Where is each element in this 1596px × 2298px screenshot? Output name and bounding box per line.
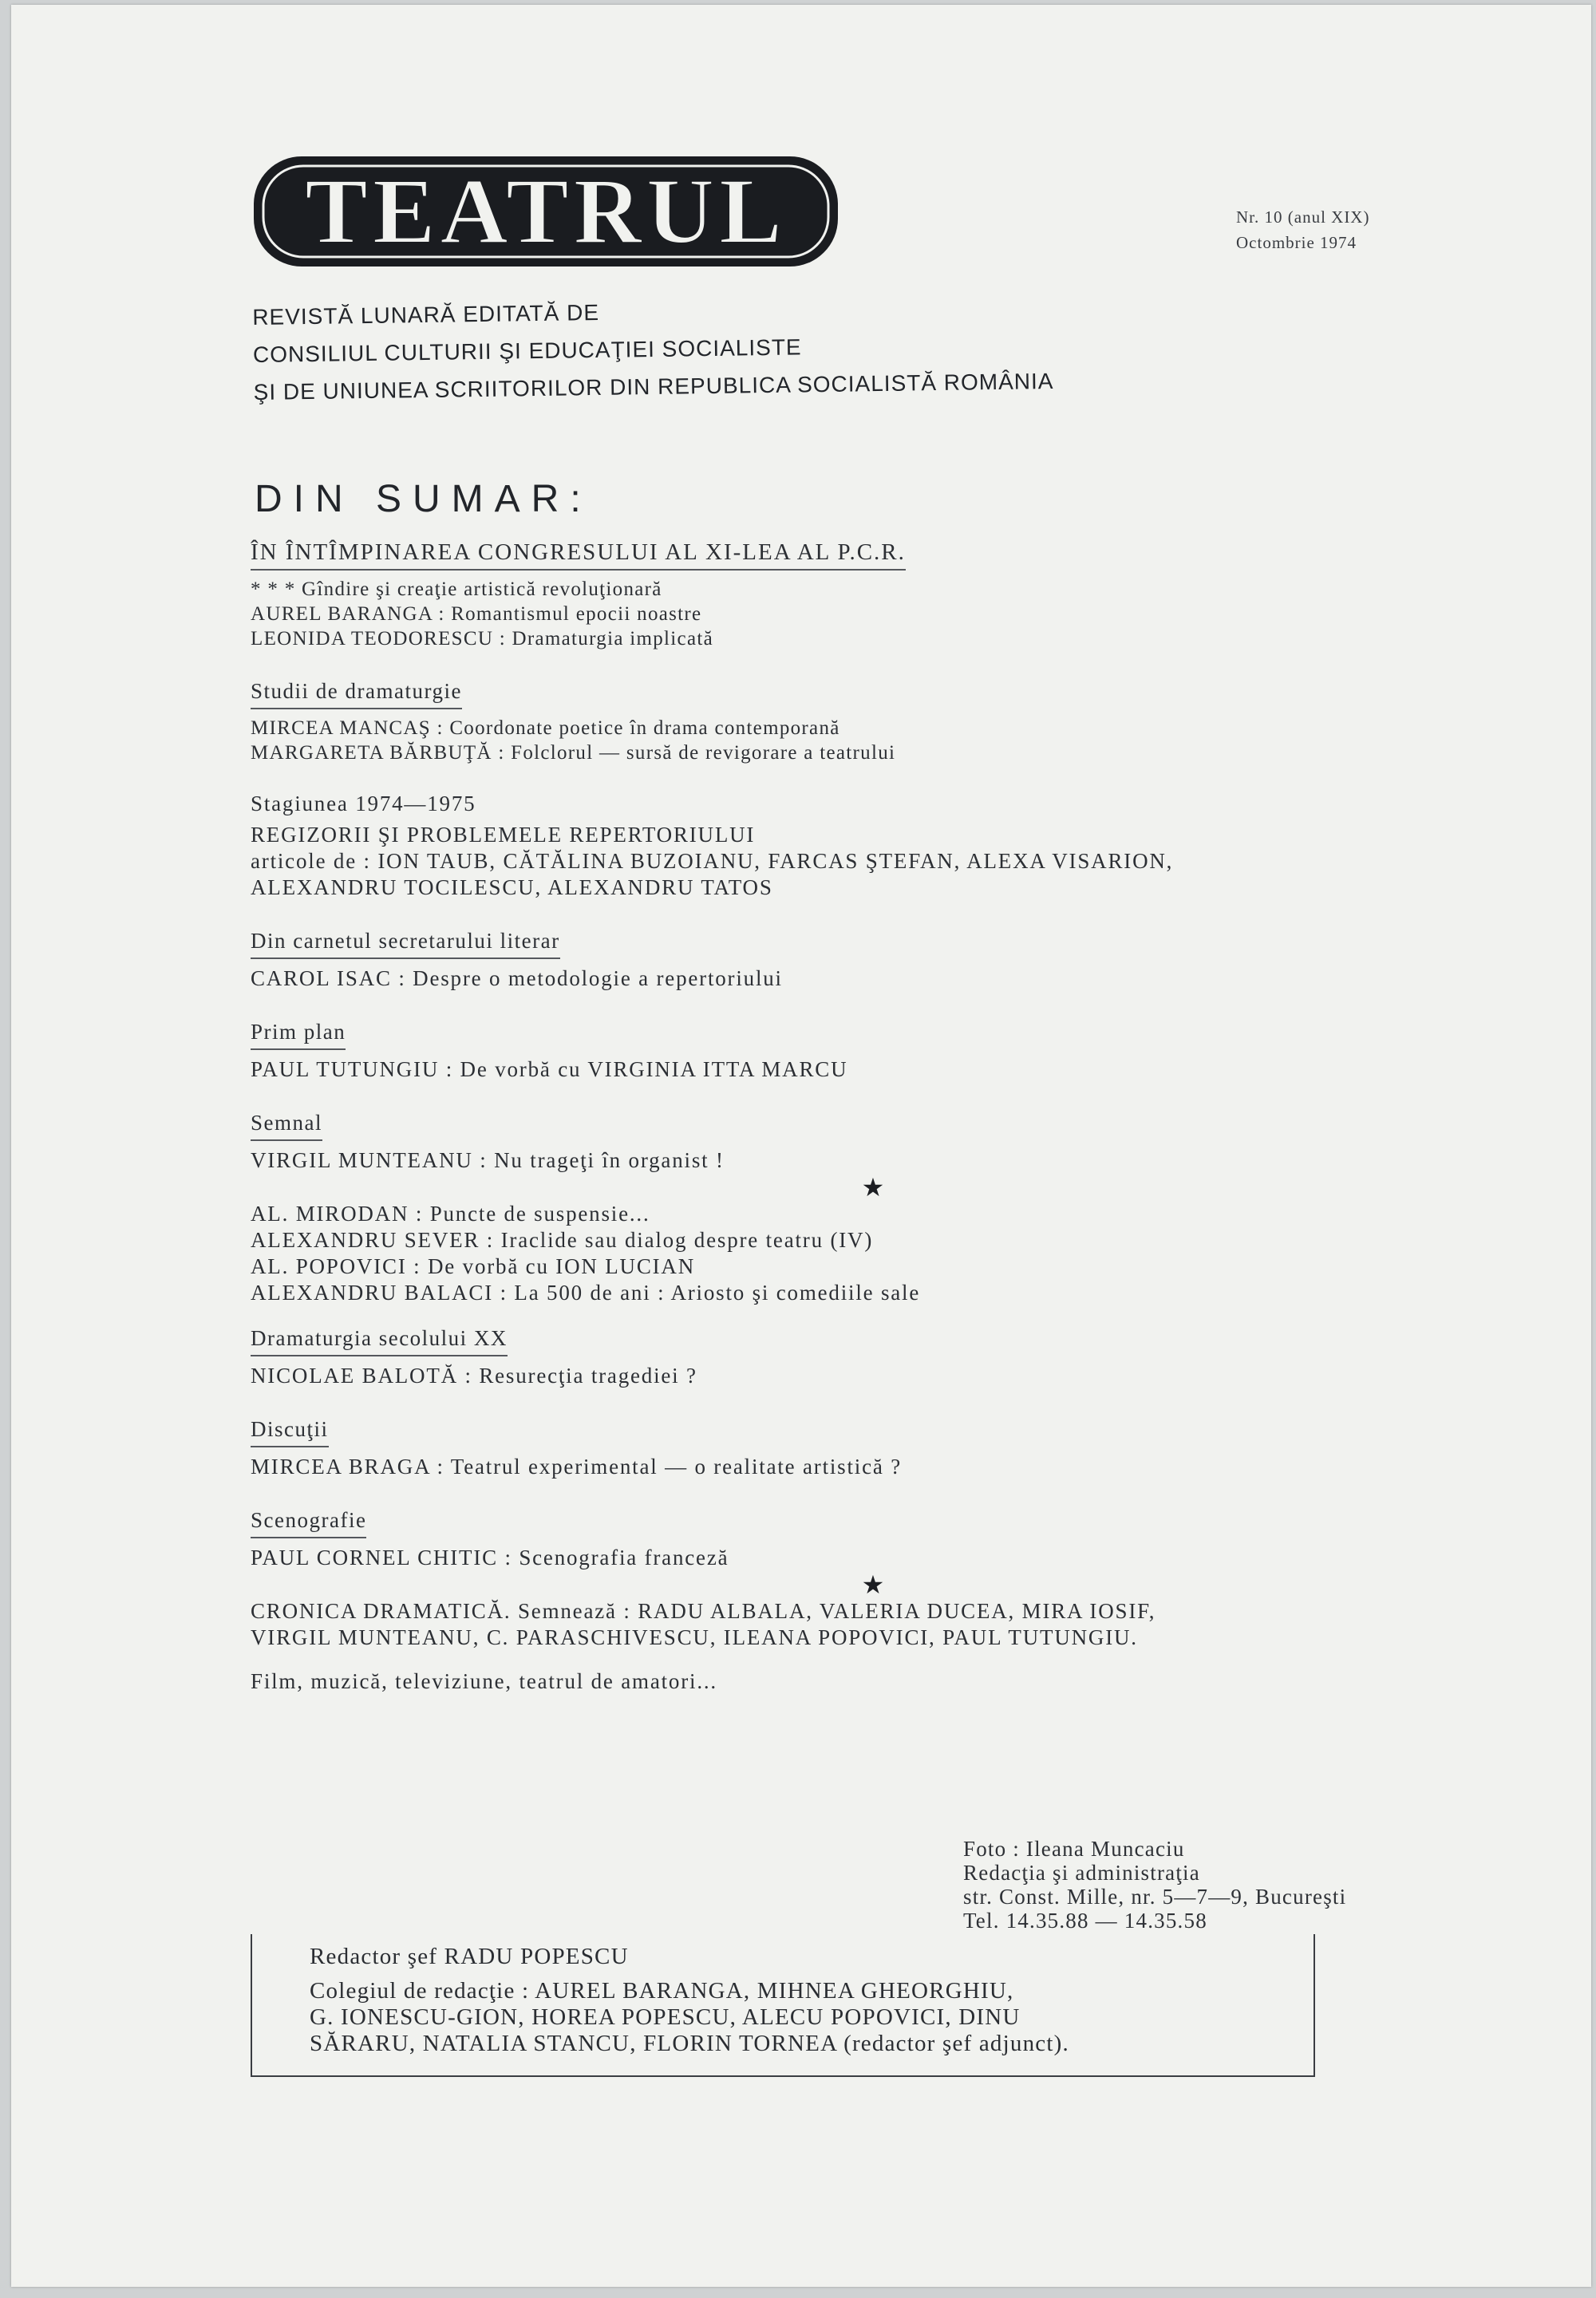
credit-line: Tel. 14.35.88 — 14.35.58 [963,1909,1207,1933]
section-heading: ÎN ÎNTÎMPINAREA CONGRESULUI AL XI-LEA AL P.C.R. [251,538,906,571]
article-line: PAUL TUTUNGIU : De vorbă cu VIRGINIA ITTA MARCU [251,1057,848,1081]
section-congres [251,538,1495,651]
editorial-staff-box [251,1934,1315,2077]
credit-line: str. Const. Mille, nr. 5—7—9, Bucureşti [963,1885,1347,1909]
staff-line: Colegiul de redacţie : AUREL BARANGA, MIHNEA GHEORGHIU, [310,1978,1014,2004]
issue-date: Octombrie 1974 [1236,233,1357,252]
publisher-block [252,287,1054,411]
section-heading: Studii de dramaturgie [251,677,462,709]
article-line: * * * Gîndire şi creaţie artistică revoluţionară [251,578,662,600]
article-line: AUREL BARANGA : Romantismul epocii noastre [251,603,702,625]
section-heading: Din carnetul secretarului literar [251,926,560,959]
article-line: VIRGIL MUNTEANU, C. PARASCHIVESCU, ILEANA POPOVICI, PAUL TUTUNGIU. [251,1625,1138,1649]
issue-number: Nr. 10 (anul XIX) [1236,207,1370,227]
section-heading: Semnal [251,1108,322,1141]
article-line: REGIZORII ŞI PROBLEMELE REPERTORIULUI [251,823,756,847]
article-line: LEONIDA TEODORESCU : Dramaturgia implicată [251,628,713,650]
credit-line: Foto : Ileana Muncaciu [963,1837,1185,1861]
film-line: Film, muzică, televiziune, teatrul de amatori... [251,1669,717,1693]
article-line: MIRCEA BRAGA : Teatrul experimental — o realitate artistică ? [251,1455,902,1479]
star-divider: ★ [861,1173,885,1202]
article-line: NICOLAE BALOTĂ : Resurecţia tragediei ? [251,1364,697,1388]
section-cronica [251,1598,1495,1651]
staff-line: G. IONESCU-GION, HOREA POPESCU, ALECU POPOVICI, DINU [310,2004,1021,2030]
credit-line: Redacţia şi administraţia [963,1861,1200,1885]
article-line: AL. POPOVICI : De vorbă cu ION LUCIAN [251,1254,696,1278]
section-heading: Scenografie [251,1506,366,1538]
logo-artwork [251,140,841,280]
section-studii [251,677,1495,765]
section-stagiunea [251,791,1495,901]
article-line: CAROL ISAC : Despre o metodologie a repertoriului [251,966,783,990]
credits-block [963,1837,1346,1933]
article-line: ALEXANDRU TOCILESCU, ALEXANDRU TATOS [251,875,773,899]
section-scenografie [251,1506,1495,1571]
publisher-line: ŞI DE UNIUNEA SCRIITORILOR DIN REPUBLICA SOCIALISTĂ ROMÂNIA [253,368,1054,405]
teatrul-logo [251,140,841,280]
publisher-line: CONSILIUL CULTURII ŞI EDUCAŢIEI SOCIALISTE [252,334,802,367]
article-line: PAUL CORNEL CHITIC : Scenografia franceză [251,1546,729,1570]
section-semnal [251,1108,1495,1174]
summary-title: DIN SUMAR: [255,478,592,520]
section-carnet [251,926,1495,992]
section-heading: Discuţii [251,1415,329,1447]
article-line: MIRCEA MANCAŞ : Coordonate poetice în drama contemporană [251,717,840,739]
staff-line: SĂRARU, NATALIA STANCU, FLORIN TORNEA (redactor şef adjunct). [310,2031,1069,2056]
logo-text: TEATRUL [305,159,787,263]
article-line: articole de : ION TAUB, CĂTĂLINA BUZOIANU, FARCAS ŞTEFAN, ALEXA VISARION, [251,849,1174,873]
publisher-line: REVISTĂ LUNARĂ EDITATĂ DE [252,299,600,330]
article-line: AL. MIRODAN : Puncte de suspensie... [251,1202,650,1226]
article-line: VIRGIL MUNTEANU : Nu trageţi în organist ! [251,1148,725,1172]
editor-in-chief: Redactor şef RADU POPESCU [310,1944,629,1969]
section-heading: Stagiunea 1974—1975 [251,792,476,815]
article-line: ALEXANDRU SEVER : Iraclide sau dialog despre teatru (IV) [251,1228,874,1252]
section-dramaturgia-xx [251,1324,1495,1389]
section-misc [251,1201,1495,1306]
section-heading: Dramaturgia secolului XX [251,1324,508,1356]
article-line: CRONICA DRAMATICĂ. Semnează : RADU ALBALA, VALERIA DUCEA, MIRA IOSIF, [251,1599,1156,1623]
table-of-contents [251,538,1495,1695]
article-line: MARGARETA BĂRBUŢĂ : Folclorul — sursă de revigorare a teatrului [251,742,896,764]
section-prim-plan [251,1017,1495,1083]
section-discutii [251,1415,1495,1480]
magazine-page [11,5,1591,2287]
section-heading: Prim plan [251,1017,346,1050]
article-line: ALEXANDRU BALACI : La 500 de ani : Ariosto şi comediile sale [251,1281,921,1305]
issue-info [1236,204,1369,255]
star-divider: ★ [861,1570,885,1599]
